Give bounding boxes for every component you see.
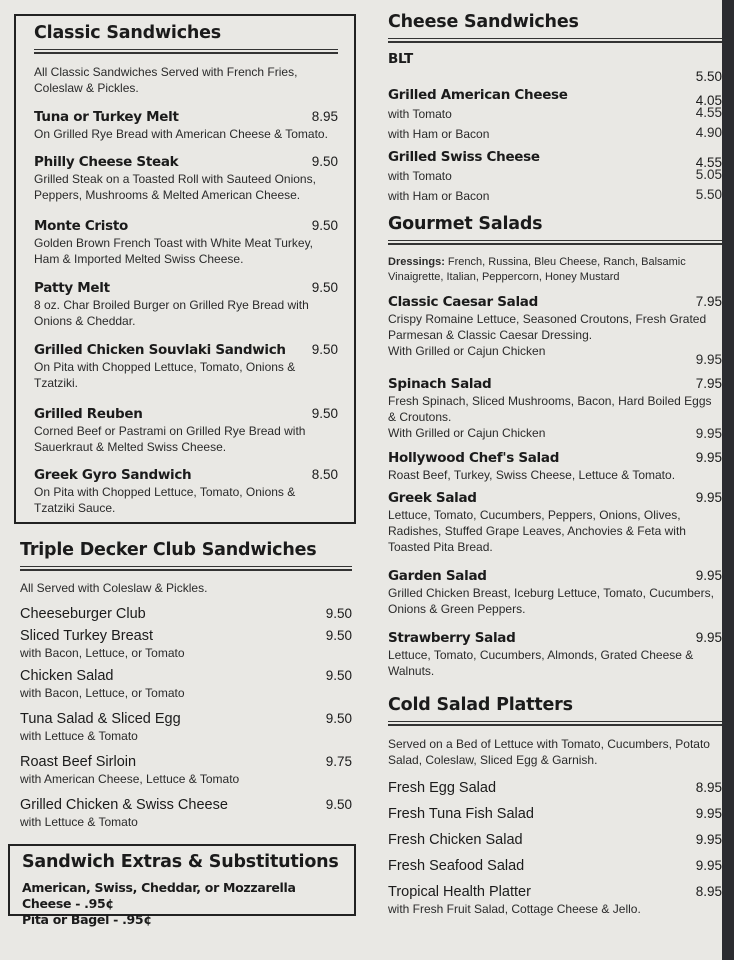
item-desc: Lettuce, Tomato, Cucumbers, Almonds, Grated Cheese & Walnuts. — [388, 648, 694, 678]
item-name: Fresh Seafood Salad — [388, 858, 525, 874]
item-desc: 8 oz. Char Broiled Burger on Grilled Rye Bread with Onions & Cheddar. — [34, 298, 309, 328]
menu-item — [20, 753, 352, 787]
item-desc: Corned Beef or Pastrami on Grilled Rye Bread with Sauerkraut & Melted Swiss Cheese. — [34, 424, 306, 454]
menu-item — [388, 831, 722, 849]
item-price: 9.50 — [325, 628, 352, 643]
sub-price: 9.95 — [695, 426, 722, 441]
dressings-note — [388, 255, 722, 285]
sub-option — [388, 104, 722, 124]
item-name: Patty Melt — [34, 280, 110, 296]
item-desc: with Lettuce & Tomato — [20, 729, 138, 743]
item-price: 9.95 — [695, 568, 722, 583]
item-price: 9.50 — [325, 711, 352, 726]
classic-note: All Classic Sandwiches Served with French Fries, Coleslaw & Pickles. — [34, 65, 298, 95]
menu-item — [20, 710, 352, 744]
menu-item — [34, 341, 338, 391]
menu-item — [34, 279, 338, 329]
sandwich-extras-box — [8, 844, 356, 927]
menu-item — [34, 153, 338, 203]
item-price: 8.50 — [311, 467, 338, 482]
menu-item — [388, 50, 722, 86]
item-name: Chicken Salad — [20, 668, 114, 684]
item-price: 9.95 — [695, 806, 722, 821]
item-desc: Fresh Spinach, Sliced Mushrooms, Bacon, Hard Boiled Eggs & Croutons. — [388, 394, 712, 424]
item-price: 9.50 — [311, 342, 338, 357]
item-price: 9.95 — [695, 490, 722, 505]
sub-option — [388, 186, 722, 206]
item-desc: with Bacon, Lettuce, or Tomato — [20, 686, 185, 700]
item-price: 9.95 — [695, 832, 722, 847]
item-name: Fresh Chicken Salad — [388, 832, 523, 848]
cheese-sandwiches-title: Cheese Sandwiches — [388, 10, 722, 39]
item-price: 9.75 — [325, 754, 352, 769]
dressings-list: French, Russina, Bleu Cheese, Ranch, Balsamic Vinaigrette, Italian, Peppercorn, Honey Mustard — [388, 256, 686, 283]
item-price: 9.50 — [311, 154, 338, 169]
sub-price: 5.05 — [695, 167, 722, 182]
item-name: Grilled Chicken & Swiss Cheese — [20, 797, 228, 813]
item-desc: Grilled Chicken Breast, Iceburg Lettuce, Tomato, Cucumbers, Onions & Green Peppers. — [388, 586, 714, 616]
item-price: 8.95 — [695, 780, 722, 795]
sub-option — [388, 124, 722, 144]
item-price: 9.50 — [325, 606, 352, 621]
item-desc: Lettuce, Tomato, Cucumbers, Peppers, Onions, Olives, Radishes, Stuffed Grape Leaves, Anchovies & Feta with Toasted Pita Bread. — [388, 508, 686, 554]
cold-salad-platters-section — [388, 693, 722, 917]
item-price: 8.95 — [311, 109, 338, 124]
item-price: 9.95 — [695, 450, 722, 465]
item-price: 9.50 — [311, 406, 338, 421]
sub-price: 4.90 — [695, 125, 722, 140]
club-note: All Served with Coleslaw & Pickles. — [20, 581, 208, 595]
item-desc: On Grilled Rye Bread with American Cheese & Tomato. — [34, 127, 328, 141]
item-name: Strawberry Salad — [388, 630, 516, 646]
item-price: 9.95 — [695, 858, 722, 873]
extras-title: Sandwich Extras & Substitutions — [22, 852, 339, 872]
gourmet-salads-title: Gourmet Salads — [388, 212, 722, 241]
menu-item — [34, 466, 338, 516]
item-price: 9.50 — [325, 668, 352, 683]
item-name: Garden Salad — [388, 568, 487, 584]
dressings-label: Dressings: — [388, 256, 445, 268]
item-desc: with Fresh Fruit Salad, Cottage Cheese & Jello. — [388, 902, 641, 916]
sub-option — [388, 425, 722, 443]
item-desc: On Pita with Chopped Lettuce, Tomato, Onions & Tzatziki. — [34, 360, 296, 390]
cold-salad-platters-title: Cold Salad Platters — [388, 693, 722, 722]
item-price: 9.95 — [695, 630, 722, 645]
item-desc: Grilled Steak on a Toasted Roll with Sauteed Onions, Peppers, Mushrooms & Melted American Cheese. — [34, 172, 316, 202]
item-desc: Crispy Romaine Lettuce, Seasoned Croutons, Fresh Grated Parmesan & Classic Caesar Dressing. — [388, 312, 707, 342]
menu-item — [388, 567, 722, 617]
menu-item — [388, 857, 722, 875]
sub-price: 4.55 — [695, 105, 722, 120]
menu-item — [34, 217, 338, 267]
sub-price: 5.50 — [695, 187, 722, 202]
sub-label: with Tomato — [388, 169, 452, 183]
menu-item — [388, 148, 722, 206]
menu-item — [34, 108, 338, 142]
item-name: Grilled Swiss Cheese — [388, 149, 540, 165]
item-price: 5.50 — [695, 69, 722, 84]
item-name: Fresh Tuna Fish Salad — [388, 806, 534, 822]
item-name: Hollywood Chef's Salad — [388, 450, 560, 466]
item-name: Tropical Health Platter — [388, 884, 531, 900]
item-name: Greek Gyro Sandwich — [34, 467, 192, 483]
sub-label: with Tomato — [388, 107, 452, 121]
menu-item — [388, 86, 722, 144]
item-name: Grilled Chicken Souvlaki Sandwich — [34, 342, 286, 358]
item-name: Philly Cheese Steak — [34, 154, 179, 170]
item-name: Grilled American Cheese — [388, 87, 568, 103]
menu-item — [388, 375, 722, 443]
item-name: BLT — [388, 51, 413, 67]
item-name: Cheeseburger Club — [20, 606, 146, 622]
menu-item — [34, 405, 338, 455]
right-column — [388, 10, 722, 917]
item-name: Greek Salad — [388, 490, 477, 506]
sub-option — [388, 343, 722, 367]
item-name: Tuna or Turkey Melt — [34, 109, 179, 125]
classic-sandwiches-title: Classic Sandwiches — [34, 21, 338, 50]
item-price: 8.95 — [695, 884, 722, 899]
menu-item — [388, 489, 722, 555]
sub-label: With Grilled or Cajun Chicken — [388, 426, 546, 440]
left-column — [14, 14, 356, 927]
item-price: 4.05 — [695, 93, 722, 108]
sub-price: 9.95 — [695, 352, 722, 367]
sub-label: with Ham or Bacon — [388, 189, 490, 203]
club-sandwiches-title: Triple Decker Club Sandwiches — [20, 538, 352, 567]
menu-item — [388, 449, 722, 483]
item-desc: On Pita with Chopped Lettuce, Tomato, Onions & Tzatziki Sauce. — [34, 485, 296, 515]
item-name: Tuna Salad & Sliced Egg — [20, 711, 181, 727]
item-price: 7.95 — [695, 376, 722, 391]
item-name: Sliced Turkey Breast — [20, 628, 153, 644]
item-name: Grilled Reuben — [34, 406, 143, 422]
item-price: 4.55 — [695, 155, 722, 170]
sub-label: With Grilled or Cajun Chicken — [388, 344, 546, 358]
item-name: Fresh Egg Salad — [388, 780, 497, 796]
item-name: Roast Beef Sirloin — [20, 754, 137, 770]
platters-note: Served on a Bed of Lettuce with Tomato, Cucumbers, Potato Salad, Coleslaw, Sliced Egg & Garnish. — [388, 737, 710, 767]
page-edge — [722, 0, 734, 960]
gourmet-salads-section — [388, 212, 722, 679]
extras-cheese-line: American, Swiss, Cheddar, or Mozzarella Cheese - .95¢ — [22, 880, 296, 911]
menu-item — [20, 667, 352, 701]
menu-item — [388, 293, 722, 367]
extras-bread-line: Pita or Bagel - .95¢ — [22, 912, 152, 927]
classic-sandwiches-box — [14, 14, 356, 524]
item-name: Monte Cristo — [34, 218, 128, 234]
item-name: Spinach Salad — [388, 376, 492, 392]
item-desc: Golden Brown French Toast with White Meat Turkey, Ham & Imported Melted Swiss Cheese. — [34, 236, 314, 266]
club-sandwiches-section — [14, 538, 356, 830]
item-price: 7.95 — [695, 294, 722, 309]
item-desc: with Lettuce & Tomato — [20, 815, 138, 829]
menu-item — [388, 629, 722, 679]
item-name: Classic Caesar Salad — [388, 294, 538, 310]
sub-option — [388, 166, 722, 186]
item-price: 9.50 — [311, 218, 338, 233]
sub-label: with Ham or Bacon — [388, 127, 490, 141]
menu-item — [20, 796, 352, 830]
menu-item — [20, 605, 352, 623]
item-desc: with American Cheese, Lettuce & Tomato — [20, 772, 240, 786]
item-price: 9.50 — [325, 797, 352, 812]
item-price: 9.50 — [311, 280, 338, 295]
menu-item — [388, 883, 722, 917]
menu-item — [388, 805, 722, 823]
menu-item — [388, 779, 722, 797]
item-desc: Roast Beef, Turkey, Swiss Cheese, Lettuce & Tomato. — [388, 468, 676, 482]
item-desc: with Bacon, Lettuce, or Tomato — [20, 646, 185, 660]
menu-item — [20, 627, 352, 661]
cheese-sandwiches-section — [388, 10, 722, 206]
